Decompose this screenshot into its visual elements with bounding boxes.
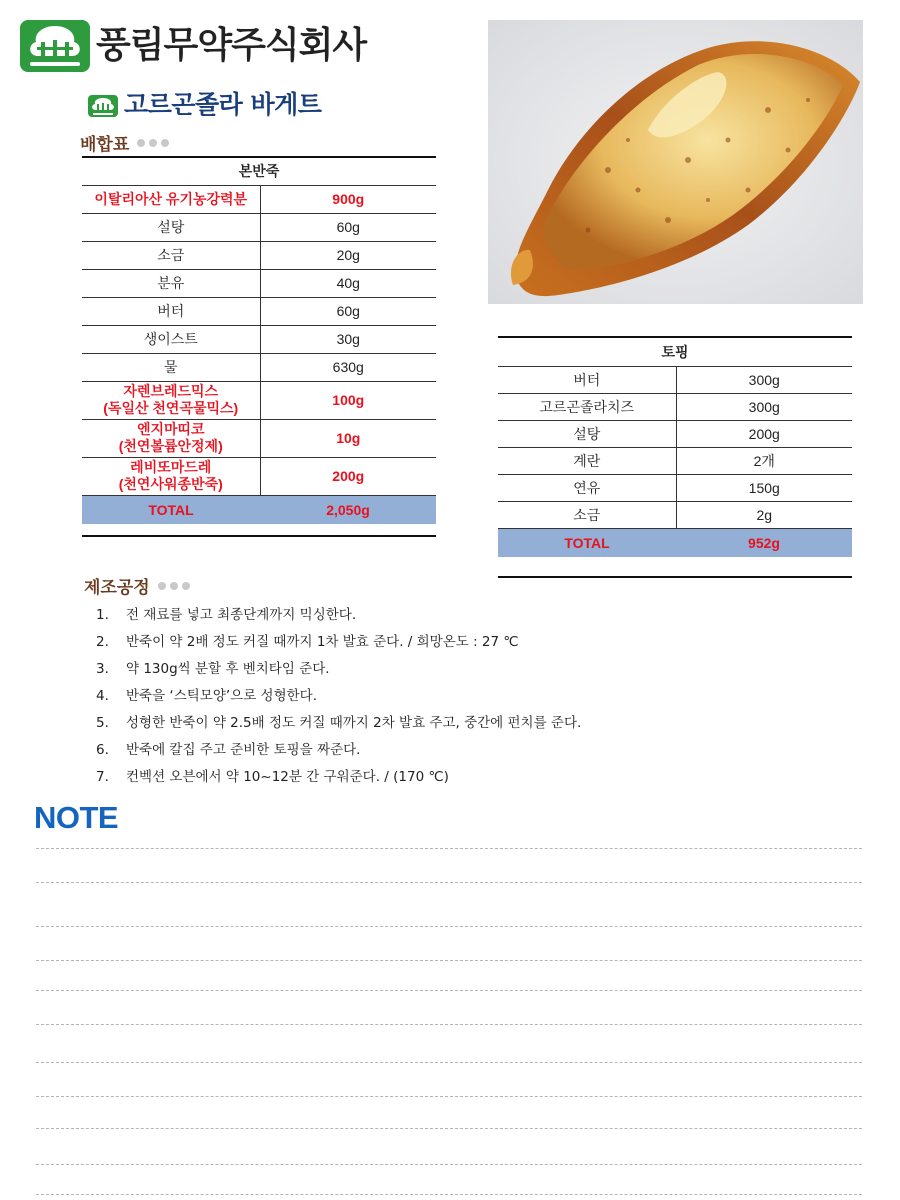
table-row — [498, 393, 852, 420]
ingredient-name: 소금 — [498, 501, 676, 528]
ingredient-name: 이탈리아산 유기농강력분 — [82, 185, 260, 213]
product-logo-icon — [88, 95, 118, 117]
table-row — [498, 366, 852, 393]
table-row — [82, 269, 436, 297]
step-number: 7. — [96, 769, 109, 785]
ingredient-name: 설탕 — [498, 420, 676, 447]
step-text: 반죽이 약 2배 정도 커질 때까지 1차 발효 준다. / 희망온도 : 27 ℃ — [126, 634, 519, 650]
ingredient-amount: 60g — [260, 213, 436, 241]
topping-table — [498, 336, 852, 557]
step-number: 4. — [96, 688, 109, 704]
table-bottom-rule — [498, 576, 852, 578]
ingredient-name: 고르곤졸라치즈 — [498, 393, 676, 420]
note-line — [36, 990, 862, 991]
table-row — [82, 419, 436, 457]
recipe-section-label: 배합표 — [80, 135, 130, 155]
ingredient-note: (독일산 천연곡물믹스) — [103, 400, 239, 416]
total-value: 952g — [676, 528, 852, 557]
product-photo — [488, 20, 863, 304]
ingredient-name: 분유 — [82, 269, 260, 297]
table-row — [82, 241, 436, 269]
ingredient-amount: 30g — [260, 325, 436, 353]
table-row — [82, 457, 436, 495]
step-text: 반죽을 ‘스틱모양’으로 성형한다. — [126, 688, 317, 704]
dots-decoration — [137, 139, 169, 147]
ingredient-amount: 300g — [676, 393, 852, 420]
table-row — [82, 381, 436, 419]
ingredient-amount: 150g — [676, 474, 852, 501]
list-item — [96, 737, 876, 764]
note-line — [36, 926, 862, 927]
ingredient-amount: 630g — [260, 353, 436, 381]
process-steps-list — [96, 602, 876, 791]
ingredient-amount: 900g — [260, 185, 436, 213]
note-line — [36, 848, 862, 849]
ingredient-amount: 40g — [260, 269, 436, 297]
total-row — [498, 528, 852, 557]
ingredient-name: 소금 — [82, 241, 260, 269]
total-label: TOTAL — [82, 495, 260, 524]
main-dough-table — [82, 156, 436, 524]
ingredient-name: 설탕 — [82, 213, 260, 241]
step-text: 컨벡션 오븐에서 약 10~12분 간 구워준다. / (170 ℃) — [126, 769, 449, 785]
step-number: 6. — [96, 742, 109, 758]
note-line — [36, 1128, 862, 1129]
table-row — [82, 353, 436, 381]
company-name: 풍림무약주식회사 — [96, 25, 367, 66]
ingredient-amount: 200g — [260, 457, 436, 495]
table-row — [82, 185, 436, 213]
list-item — [96, 602, 876, 629]
ingredient-name: 엔지마띠코 — [136, 421, 205, 437]
main-dough-header: 본반죽 — [82, 157, 436, 185]
step-text: 전 재료를 넣고 최종단계까지 믹싱한다. — [126, 607, 357, 623]
note-line — [36, 1194, 862, 1195]
note-line — [36, 1164, 862, 1165]
table-bottom-rule — [82, 535, 436, 537]
ingredient-amount: 10g — [260, 419, 436, 457]
ingredient-amount: 2g — [676, 501, 852, 528]
ingredient-amount: 60g — [260, 297, 436, 325]
table-row — [82, 325, 436, 353]
step-text: 반죽에 칼집 주고 준비한 토핑을 짜준다. — [126, 742, 361, 758]
ingredient-amount: 20g — [260, 241, 436, 269]
ingredient-name: 물 — [82, 353, 260, 381]
ingredient-note: (천연볼륨안정제) — [118, 438, 223, 454]
step-number: 5. — [96, 715, 109, 731]
ingredient-amount: 200g — [676, 420, 852, 447]
note-line — [36, 1024, 862, 1025]
note-title: NOTE — [34, 800, 119, 835]
list-item — [96, 710, 876, 737]
step-text: 약 130g씩 분할 후 벤치타임 준다. — [126, 661, 330, 677]
table-row — [498, 501, 852, 528]
step-text: 성형한 반죽이 약 2.5배 정도 커질 때까지 2차 발효 주고, 중간에 펀치를 준다. — [126, 715, 582, 731]
note-line — [36, 882, 862, 883]
ingredient-name: 자렌브레드믹스 — [123, 383, 219, 399]
step-number: 2. — [96, 634, 109, 650]
total-value: 2,050g — [260, 495, 436, 524]
total-row — [82, 495, 436, 524]
table-row — [498, 420, 852, 447]
list-item — [96, 683, 876, 710]
ingredient-name-cell — [82, 381, 260, 419]
table-row — [498, 447, 852, 474]
ingredient-name-cell — [82, 419, 260, 457]
ingredient-name: 계란 — [498, 447, 676, 474]
table-row — [82, 297, 436, 325]
product-title: 고르곤졸라 바게트 — [124, 90, 322, 119]
list-item — [96, 629, 876, 656]
topping-header: 토핑 — [498, 337, 852, 366]
note-line — [36, 1096, 862, 1097]
ingredient-note: (천연사워종반죽) — [118, 476, 223, 492]
ingredient-amount: 100g — [260, 381, 436, 419]
company-logo — [20, 20, 90, 72]
process-section-heading — [84, 573, 190, 598]
note-line — [36, 960, 862, 961]
step-number: 3. — [96, 661, 109, 677]
ingredient-name: 생이스트 — [82, 325, 260, 353]
ingredient-name: 버터 — [82, 297, 260, 325]
ingredient-name: 버터 — [498, 366, 676, 393]
table-row — [498, 474, 852, 501]
ingredient-name-cell — [82, 457, 260, 495]
ingredient-name: 레비또마드레 — [130, 459, 212, 475]
recipe-section-heading — [80, 130, 169, 155]
list-item — [96, 764, 876, 791]
dots-decoration — [158, 582, 190, 590]
step-number: 1. — [96, 607, 109, 623]
process-section-label: 제조공정 — [84, 578, 150, 598]
ingredient-name: 연유 — [498, 474, 676, 501]
total-label: TOTAL — [498, 528, 676, 557]
ingredient-amount: 300g — [676, 366, 852, 393]
list-item — [96, 656, 876, 683]
note-line — [36, 1062, 862, 1063]
table-row — [82, 213, 436, 241]
ingredient-amount: 2개 — [676, 447, 852, 474]
